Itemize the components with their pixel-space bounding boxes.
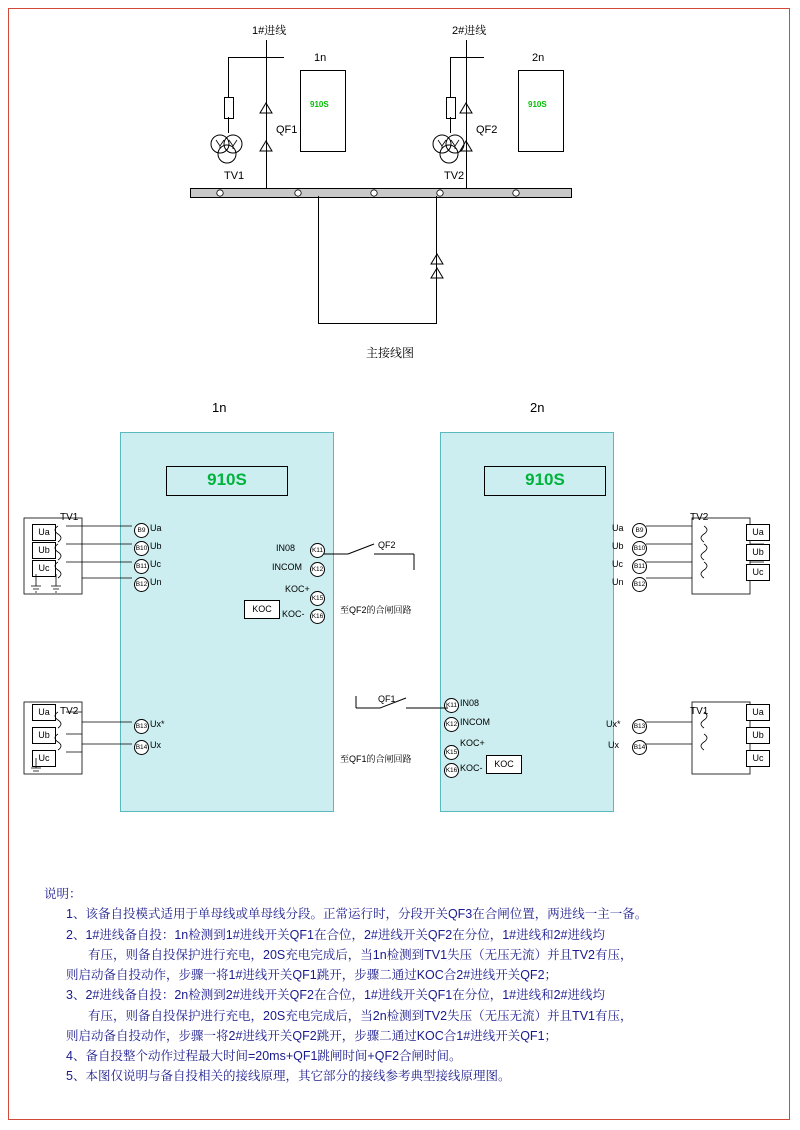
panel1-term-k12: K12 bbox=[310, 562, 325, 577]
panel2-qf1-contact bbox=[356, 694, 448, 724]
device-2n-model: 910S bbox=[528, 100, 547, 109]
incomer-1-label: 1#进线 bbox=[252, 25, 287, 37]
panel1-term-k15: K15 bbox=[310, 591, 325, 606]
panel1-ua-box: Ua bbox=[32, 524, 56, 541]
panel2-tv1-label: TV1 bbox=[690, 706, 709, 717]
panel2-term-k12: K12 bbox=[444, 717, 459, 732]
incomer-2-fuse bbox=[446, 97, 456, 119]
device-1n-label: 1n bbox=[314, 52, 327, 64]
panel1-kocplus-label: KOC+ bbox=[285, 584, 310, 594]
note-item-4: 则启动备自投动作，步骤一将1#进线开关QF1跳开，步骤二通过KOC合2#进线开关QF2； bbox=[66, 968, 558, 982]
panel1-b-uc-box: Uc bbox=[32, 750, 56, 767]
panel2-term-b9: B9 bbox=[632, 523, 647, 538]
tv1-transformer-symbol bbox=[206, 130, 256, 162]
note-item-6: 有压，则备自投保护进行充电，20S充电完成后，当2n检测到TV2失压（无压无流）并且TV1有压， bbox=[88, 1008, 633, 1023]
incomer-2-label: 2#进线 bbox=[452, 25, 487, 37]
panel2-b-ua-box: Ua bbox=[746, 704, 770, 721]
qf1-label: QF1 bbox=[276, 124, 298, 136]
panel1-term-k11: K11 bbox=[310, 543, 325, 558]
device-box-1n bbox=[300, 70, 346, 152]
panel2-term-b13-label: Ux* bbox=[606, 719, 621, 729]
note-item-7: 则启动备自投动作，步骤一将2#进线开关QF2跳开，步骤二通过KOC合1#进线开关QF1； bbox=[66, 1028, 558, 1043]
tv1-label: TV1 bbox=[224, 170, 245, 182]
panel1-tv1-symbol bbox=[22, 516, 140, 598]
device-2n-label: 2n bbox=[532, 52, 545, 64]
note-item-1: 1、该备自投模式适用于单母线或单母线分段。正常运行时，分段开关QF3在合闸位置，两进线一主一备。 bbox=[66, 907, 648, 922]
panel2-incom-label: INCOM bbox=[460, 717, 490, 727]
panel1-term-k16: K16 bbox=[310, 609, 325, 624]
note-item-3: 有压，则备自投保护进行充电，20S充电完成后，当1n检测到TV1失压（无压无流）并且TV2有压， bbox=[88, 947, 633, 962]
panel2-term-b11-label: Uc bbox=[612, 559, 623, 569]
panel1-term-b10-label: Ub bbox=[150, 541, 162, 551]
panel1-tv2-label: TV2 bbox=[60, 706, 79, 717]
qf3-breaker-symbol bbox=[426, 252, 448, 282]
panel2-b-ub-box: Ub bbox=[746, 727, 770, 744]
panel-2n-model: 910S bbox=[484, 466, 606, 496]
panel2-term-b12-label: Un bbox=[612, 577, 624, 587]
panel1-term-b14-label: Ux bbox=[150, 740, 161, 750]
panel-1n-model: 910S bbox=[166, 466, 288, 496]
panel-1-title: 1n bbox=[212, 400, 227, 415]
panel2-circuit-note: 至QF1的合闸回路 bbox=[340, 754, 412, 764]
bustie-horizontal-line bbox=[318, 323, 437, 324]
panel1-kocminus-label: KOC- bbox=[282, 609, 305, 619]
panel-2-title: 2n bbox=[530, 400, 545, 415]
panel2-ub-box: Ub bbox=[746, 544, 770, 561]
panel1-uc-box: Uc bbox=[32, 560, 56, 577]
panel2-kocplus-label: KOC+ bbox=[460, 738, 485, 748]
panel1-term-b13: B13 bbox=[134, 719, 149, 734]
panel1-term-b14: B14 bbox=[134, 740, 149, 755]
panel1-term-b11: B11 bbox=[134, 559, 149, 574]
panel1-koc-box: KOC bbox=[244, 600, 280, 619]
notes-title: 说明： bbox=[44, 887, 82, 901]
panel1-incom-label: INCOM bbox=[272, 562, 302, 572]
panel2-term-b14: B14 bbox=[632, 740, 647, 755]
panel1-in08-label: IN08 bbox=[276, 543, 296, 553]
panel2-term-b10: B10 bbox=[632, 541, 647, 556]
panel1-ub-box: Ub bbox=[32, 542, 56, 559]
panel2-term-b12: B12 bbox=[632, 577, 647, 592]
busbar-taps bbox=[190, 188, 570, 198]
note-item-9: 5、本图仅说明与备自投相关的接线原理，其它部分的接线参考典型接线原理图。 bbox=[66, 1069, 511, 1084]
notes-block bbox=[44, 884, 754, 1087]
panel2-term-b13: B13 bbox=[632, 719, 647, 734]
device-box-2n bbox=[518, 70, 564, 152]
panel2-term-k16: K16 bbox=[444, 763, 459, 778]
panel1-term-b12-label: Un bbox=[150, 577, 162, 587]
panel2-ua-box: Ua bbox=[746, 524, 770, 541]
note-item-8: 4、备自投整个动作过程最大时间=20ms+QF1跳闸时间+QF2合闸时间。 bbox=[66, 1049, 462, 1063]
note-item-2: 2、1#进线备自投：1n检测到1#进线开关QF1在合位，2#进线开关QF2在分位，1#进线和2#进线均 bbox=[66, 927, 605, 942]
panel2-uc-box: Uc bbox=[746, 564, 770, 581]
panel1-term-b9: B9 bbox=[134, 523, 149, 538]
panel2-term-k15: K15 bbox=[444, 745, 459, 760]
incomer-2-tv-drop bbox=[450, 57, 451, 97]
qf2-label: QF2 bbox=[476, 124, 498, 136]
panel1-b-ua-box: Ua bbox=[32, 704, 56, 721]
device-1n-model: 910S bbox=[310, 100, 329, 109]
note-item-5: 3、2#进线备自投：2n检测到2#进线开关QF2在合位，1#进线开关QF1在分位，1#进线和2#进线均 bbox=[66, 988, 605, 1003]
panel1-contact-label: QF2 bbox=[378, 540, 396, 550]
incomer-1-tv-drop bbox=[228, 57, 229, 97]
panel1-tv1-label: TV1 bbox=[60, 512, 79, 523]
panel1-b-ub-box: Ub bbox=[32, 727, 56, 744]
panel2-koc-box: KOC bbox=[486, 755, 522, 774]
incomer-1-tap-line bbox=[228, 57, 284, 58]
panel2-term-b9-label: Ua bbox=[612, 523, 624, 533]
panel1-term-b9-label: Ua bbox=[150, 523, 162, 533]
panel2-term-k11: K11 bbox=[444, 698, 459, 713]
main-diagram-title: 主接线图 bbox=[366, 346, 415, 360]
panel1-tv2-symbol bbox=[22, 700, 140, 780]
bustie-left-vertical-line bbox=[318, 196, 319, 324]
panel1-qf2-contact bbox=[324, 540, 414, 570]
panel1-term-b13-label: Ux* bbox=[150, 719, 165, 729]
panel2-kocminus-label: KOC- bbox=[460, 763, 483, 773]
panel2-in08-label: IN08 bbox=[460, 698, 480, 708]
panel2-b-uc-box: Uc bbox=[746, 750, 770, 767]
panel2-term-b14-label: Ux bbox=[608, 740, 619, 750]
incomer-1-fuse bbox=[224, 97, 234, 119]
panel2-tv2-label: TV2 bbox=[690, 512, 709, 523]
panel2-term-b10-label: Ub bbox=[612, 541, 624, 551]
panel1-term-b11-label: Uc bbox=[150, 559, 161, 569]
panel2-term-b11: B11 bbox=[632, 559, 647, 574]
tv2-label: TV2 bbox=[444, 170, 465, 182]
panel1-term-b12: B12 bbox=[134, 577, 149, 592]
incomer-2-tap-line bbox=[450, 57, 484, 58]
panel1-term-b10: B10 bbox=[134, 541, 149, 556]
panel2-contact-label: QF1 bbox=[378, 694, 396, 704]
panel1-circuit-note: 至QF2的合闸回路 bbox=[340, 605, 412, 615]
